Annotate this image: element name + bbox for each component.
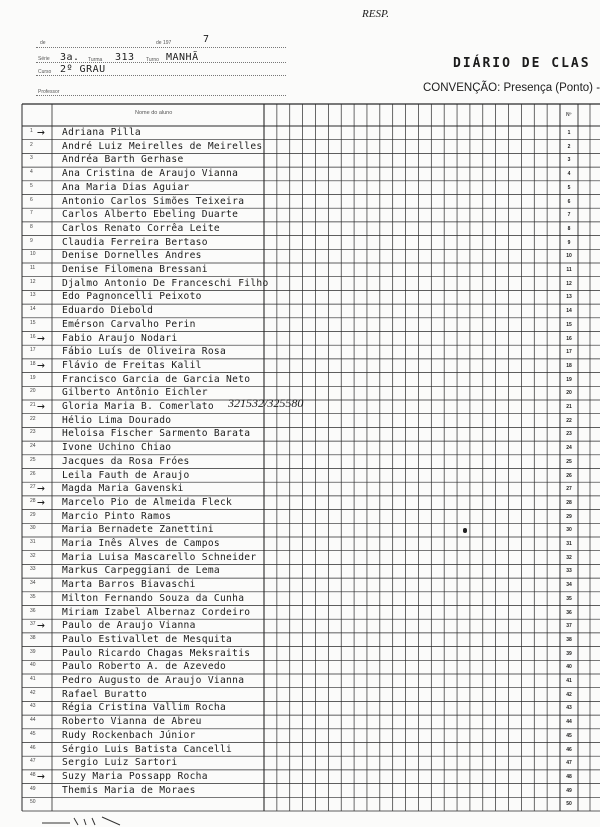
diary-title: DIÁRIO DE CLAS [453, 56, 591, 71]
arrow-mark-icon: → [37, 330, 45, 346]
row-side-number: 31 [30, 539, 36, 545]
row-number: 26 [566, 472, 572, 479]
student-name: Carlos Alberto Ebeling Duarte [62, 209, 239, 221]
number-column-header: Nº [566, 112, 572, 118]
row-side-number: 50 [30, 799, 36, 806]
row-side-number: 14 [30, 306, 36, 313]
row-side-number: 47 [30, 758, 36, 765]
handwritten-resp-note: RESP. [362, 8, 389, 20]
row-number: 47 [566, 760, 572, 767]
row-number: 34 [566, 582, 572, 589]
row-number: 39 [566, 650, 572, 657]
row-side-number: 17 [30, 347, 36, 354]
row-side-number: 11 [30, 265, 36, 271]
row-side-number: 40 [30, 662, 36, 669]
student-name: Pedro Augusto de Araujo Vianna [62, 675, 245, 686]
row-number: 37 [566, 623, 572, 630]
student-name: Paulo Roberto A. de Azevedo [62, 661, 227, 673]
student-name: Denise Filomena Bressani [62, 264, 208, 275]
row-number: 16 [566, 335, 572, 342]
row-number: 7 [567, 212, 571, 219]
row-number: 22 [566, 417, 572, 424]
row-side-number: 3 [30, 155, 33, 162]
student-name: Magda Maria Gavenski [62, 483, 184, 495]
student-name: Sérgio Luis Batista Cancelli [62, 743, 233, 755]
student-name: Claudia Ferreira Bertaso [62, 236, 208, 248]
row-number: 38 [566, 636, 572, 643]
row-number: 4 [567, 171, 571, 178]
student-name: Rudy Rockenbach Júnior [62, 729, 196, 741]
row-side-number: 32 [30, 552, 36, 559]
row-number: 11 [566, 267, 572, 273]
arrow-mark-icon: → [37, 399, 45, 414]
row-number: 12 [566, 280, 572, 287]
course-label: Curso [38, 69, 52, 75]
row-side-number: 21 [30, 402, 36, 408]
row-side-number: 7 [30, 210, 33, 217]
handwritten-phone-note: 321532/325580 [228, 396, 304, 410]
bottom-scribble [40, 815, 160, 827]
row-side-number: 28 [30, 497, 36, 504]
student-name: Andréa Barth Gerhase [62, 154, 184, 166]
student-name: Francisco Garcia de Garcia Neto [62, 373, 251, 385]
row-side-number: 5 [30, 182, 33, 189]
row-number: 46 [566, 746, 572, 753]
student-name: Denise Dornelles Andres [62, 250, 202, 262]
row-number: 29 [566, 513, 572, 520]
class-value: 313 [115, 52, 135, 63]
row-number: 2 [567, 143, 571, 150]
row-number: 24 [566, 445, 572, 452]
row-side-number: 26 [30, 470, 36, 477]
student-name: Heloisa Fischer Sarmento Barata [62, 428, 251, 440]
arrow-mark-icon: → [37, 481, 45, 497]
row-side-number: 30 [30, 525, 36, 532]
row-number: 6 [567, 198, 571, 205]
arrow-mark-icon: → [37, 494, 45, 510]
row-number: 43 [566, 705, 572, 712]
row-number: 35 [566, 595, 572, 602]
row-side-number: 24 [30, 443, 36, 450]
student-name: Adriana Pilla [62, 127, 141, 138]
row-number: 25 [566, 458, 572, 465]
student-name: Fábio Luís de Oliveira Rosa [62, 346, 227, 358]
row-number: 45 [566, 732, 572, 739]
row-side-number: 42 [30, 689, 36, 696]
row-side-number: 6 [30, 196, 33, 203]
student-name: Marta Barros Biavaschi [62, 579, 196, 591]
student-name: Hélio Lima Dourado [62, 414, 172, 426]
row-side-number: 34 [30, 580, 36, 587]
student-name: Fabio Araujo Nodari [62, 332, 178, 344]
row-side-number: 12 [30, 278, 36, 285]
arrow-mark-icon: → [37, 357, 45, 373]
student-name: Themis Maria de Moraes [62, 784, 196, 796]
convention-legend: CONVENÇÃO: Presença (Ponto) - [423, 82, 600, 94]
row-side-number: 13 [30, 292, 36, 299]
row-number: 30 [566, 527, 572, 534]
advisor-label: Professor [38, 89, 60, 95]
row-side-number: 49 [30, 785, 36, 792]
row-number: 40 [566, 664, 572, 671]
ink-dot [463, 528, 467, 533]
row-side-number: 22 [30, 415, 36, 422]
row-number: 21 [566, 404, 572, 410]
student-name: Maria Inês Alves de Campos [62, 538, 220, 549]
student-name: Roberto Vianna de Abreu [62, 716, 202, 728]
row-number: 3 [567, 157, 571, 164]
student-name: Marcelo Pio de Almeida Fleck [62, 496, 233, 508]
row-side-number: 43 [30, 703, 36, 710]
row-number: 13 [566, 294, 572, 301]
student-name: Djalmo Antonio De Franceschi Filho [62, 277, 269, 289]
level-value: 2º GRAU [60, 64, 106, 75]
row-side-number: 44 [30, 717, 36, 724]
student-name: Edo Pagnoncelli Peixoto [62, 291, 202, 303]
row-side-number: 37 [30, 621, 36, 628]
student-name: Rafael Buratto [62, 688, 148, 700]
row-number: 18 [566, 362, 572, 369]
row-side-number: 18 [30, 360, 36, 367]
row-number: 49 [566, 787, 572, 794]
row-number: 33 [566, 568, 572, 575]
student-name: Miriam Izabel Albernaz Cordeiro [62, 606, 251, 618]
student-name: Ana Maria Dias Aguiar [62, 181, 190, 193]
row-number: 48 [566, 773, 572, 780]
student-name: André Luiz Meirelles de Meirelles [62, 140, 263, 152]
row-number: 27 [566, 486, 572, 493]
student-name: Paulo de Araujo Vianna [62, 620, 196, 632]
date-prefix-label: de [40, 40, 46, 46]
row-number: 44 [566, 719, 572, 726]
row-side-number: 27 [30, 484, 36, 491]
class-label: Turma [88, 57, 103, 63]
row-number: 10 [566, 253, 572, 260]
row-number: 9 [567, 239, 571, 246]
student-name: Markus Carpeggiani de Lema [62, 565, 220, 577]
student-name: Paulo Estivallet de Mesquita [62, 633, 233, 645]
arrow-mark-icon: → [37, 768, 45, 784]
student-name: Emérson Carvalho Perin [62, 318, 196, 330]
row-side-number: 33 [30, 566, 36, 573]
series-value: 3a. [60, 52, 80, 63]
row-side-number: 2 [30, 141, 33, 148]
row-side-number: 36 [30, 607, 36, 614]
student-name: Maria Bernadete Zanettini [62, 524, 214, 536]
row-side-number: 10 [30, 251, 36, 258]
student-name: Gilberto Antônio Eichler [62, 387, 208, 399]
student-name: Sergio Luiz Sartori [62, 757, 178, 769]
row-number: 50 [566, 801, 572, 808]
row-side-number: 15 [30, 319, 36, 326]
row-side-number: 19 [30, 374, 36, 381]
name-column-header: Nome do aluno [135, 110, 173, 116]
student-name: Gloria Maria B. Comerlato [62, 401, 214, 412]
day-value: 7 [203, 34, 210, 45]
student-name: Maria Luisa Mascarello Schneider [62, 551, 257, 563]
student-name: Ivone Uchino Chiao [62, 442, 172, 454]
student-name: Suzy Maria Possapp Rocha [62, 770, 208, 782]
row-side-number: 9 [30, 237, 33, 244]
row-number: 15 [566, 321, 572, 328]
row-side-number: 39 [30, 648, 36, 655]
row-side-number: 41 [30, 676, 36, 682]
student-name: Jacques da Rosa Fróes [62, 455, 190, 467]
student-name: Eduardo Diebold [62, 305, 154, 317]
shift-value: MANHÃ [166, 52, 199, 63]
row-side-number: 35 [30, 593, 36, 600]
row-side-number: 8 [30, 223, 33, 230]
row-side-number: 4 [30, 169, 33, 176]
row-number: 17 [566, 349, 572, 356]
row-side-number: 20 [30, 388, 36, 395]
shift-label: Turno [146, 57, 159, 63]
row-number: 28 [566, 499, 572, 506]
arrow-mark-icon: → [37, 618, 45, 634]
student-name: Paulo Ricardo Chagas Meksraitis [62, 647, 251, 659]
row-number: 23 [566, 431, 572, 438]
row-side-number: 1 [30, 128, 33, 134]
arrow-mark-icon: → [37, 125, 45, 140]
row-side-number: 38 [30, 634, 36, 641]
row-number: 31 [566, 541, 572, 547]
row-side-number: 23 [30, 429, 36, 436]
student-name: Régia Cristina Vallim Rocha [62, 702, 227, 714]
row-side-number: 48 [30, 771, 36, 778]
student-name: Leila Fauth de Araujo [62, 469, 190, 481]
row-side-number: 25 [30, 456, 36, 463]
row-number: 42 [566, 691, 572, 698]
series-label: Série [38, 56, 50, 62]
row-side-number: 16 [30, 333, 36, 340]
student-name: Marcio Pinto Ramos [62, 510, 172, 522]
row-number: 8 [567, 225, 571, 232]
row-number: 32 [566, 554, 572, 561]
student-name: Carlos Renato Corrêa Leite [62, 222, 220, 234]
row-side-number: 46 [30, 744, 36, 751]
student-name: Antonio Carlos Simões Teixeira [62, 195, 245, 207]
student-name: Flávio de Freitas Kalil [62, 359, 202, 371]
student-name: Milton Fernando Souza da Cunha [62, 592, 245, 604]
row-number: 5 [567, 184, 571, 191]
row-number: 36 [566, 609, 572, 616]
student-name: Ana Cristina de Araujo Vianna [62, 168, 239, 180]
row-number: 41 [566, 678, 572, 684]
row-side-number: 29 [30, 511, 36, 518]
row-number: 20 [566, 390, 572, 397]
row-number: 14 [566, 308, 572, 315]
row-side-number: 45 [30, 730, 36, 737]
row-number: 1 [567, 130, 571, 136]
year-prefix-label: de 197 [156, 40, 172, 46]
row-number: 19 [566, 376, 572, 383]
